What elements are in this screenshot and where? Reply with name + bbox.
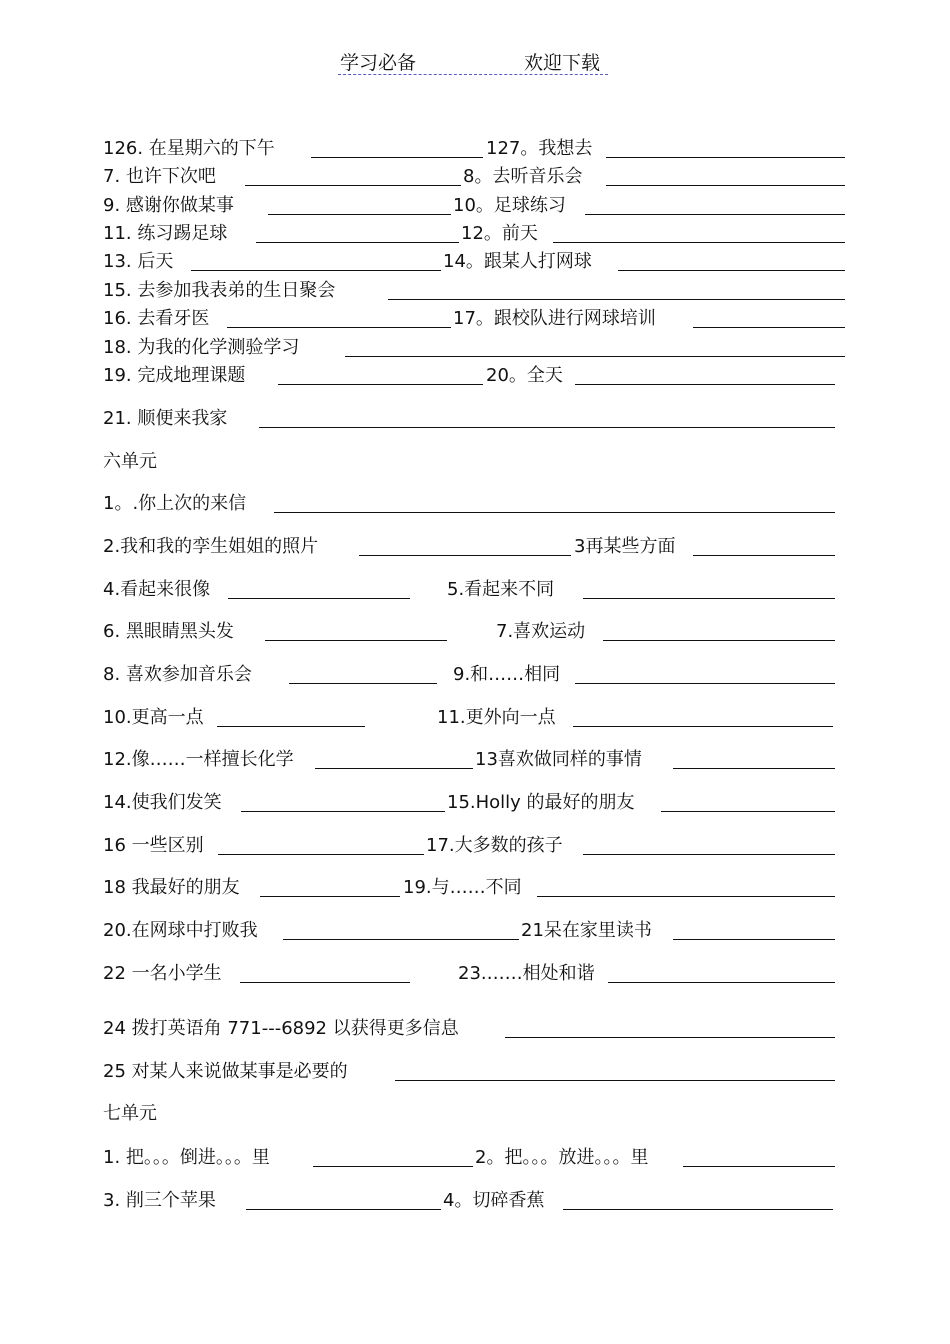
answer-blank[interactable] [583, 598, 835, 599]
list-item [103, 791, 848, 815]
item-label: 21呆在家里读书 [521, 920, 652, 941]
item-label: 17.大多数的孩子 [426, 835, 563, 856]
answer-blank[interactable] [313, 1166, 473, 1167]
answer-blank[interactable] [289, 683, 437, 684]
item-label: 9. 感谢你做某事 [103, 195, 234, 216]
answer-blank[interactable] [345, 356, 845, 357]
list-item [103, 364, 848, 388]
item-label: 19.与……不同 [403, 877, 522, 898]
answer-blank[interactable] [217, 726, 365, 727]
answer-blank[interactable] [583, 854, 835, 855]
answer-blank[interactable] [359, 555, 571, 556]
item-label: 24 拨打英语角 771---6892 以获得更多信息 [103, 1018, 459, 1039]
list-item [103, 336, 848, 360]
item-label: 8. 喜欢参加音乐会 [103, 664, 252, 685]
list-item [103, 1017, 848, 1041]
answer-blank[interactable] [618, 270, 845, 271]
item-label: 126. 在星期六的下午 [103, 138, 275, 159]
item-label: 10。足球练习 [453, 195, 566, 216]
list-item [103, 279, 848, 303]
header-right-text: 欢迎下载 [524, 52, 601, 74]
answer-blank[interactable] [283, 939, 519, 940]
answer-blank[interactable] [274, 512, 835, 513]
list-item [103, 307, 848, 331]
list-item [103, 663, 848, 687]
answer-blank[interactable] [268, 214, 451, 215]
item-label: 12。前天 [461, 223, 538, 244]
answer-blank[interactable] [278, 384, 483, 385]
item-label: 3. 削三个苹果 [103, 1190, 216, 1211]
item-label: 13. 后天 [103, 251, 174, 272]
item-label: 18. 为我的化学测验学习 [103, 337, 300, 358]
answer-blank[interactable] [259, 427, 835, 428]
answer-blank[interactable] [585, 214, 845, 215]
answer-blank[interactable] [218, 854, 424, 855]
list-item [103, 194, 848, 218]
list-item [103, 919, 848, 943]
answer-blank[interactable] [553, 242, 845, 243]
item-label: 10.更高一点 [103, 707, 204, 728]
list-item [103, 748, 848, 772]
list-item [103, 1060, 848, 1084]
list-item [103, 1146, 848, 1170]
list-item [103, 407, 848, 431]
answer-blank[interactable] [227, 327, 451, 328]
answer-blank[interactable] [388, 299, 845, 300]
item-label: 6. 黑眼睛黑头发 [103, 621, 234, 642]
answer-blank[interactable] [563, 1209, 833, 1210]
list-item [103, 137, 848, 161]
answer-blank[interactable] [256, 242, 459, 243]
answer-blank[interactable] [191, 270, 441, 271]
item-label: 23.……相处和谐 [458, 963, 595, 984]
item-label: 15.Holly 的最好的朋友 [447, 792, 635, 813]
item-label: 25 对某人来说做某事是必要的 [103, 1061, 348, 1082]
item-label: 1. 把。。。倒进。。。里 [103, 1147, 270, 1168]
list-item [103, 962, 848, 986]
item-label: 11.更外向一点 [437, 707, 556, 728]
item-label: 7.喜欢运动 [496, 621, 586, 642]
answer-blank[interactable] [265, 640, 447, 641]
answer-blank[interactable] [260, 896, 400, 897]
item-label: 3再某些方面 [574, 536, 676, 557]
answer-blank[interactable] [575, 384, 835, 385]
answer-blank[interactable] [315, 768, 473, 769]
page-header [338, 48, 608, 75]
answer-blank[interactable] [608, 982, 835, 983]
item-label: 5.看起来不同 [447, 579, 555, 600]
answer-blank[interactable] [693, 555, 835, 556]
item-label: 11. 练习踢足球 [103, 223, 228, 244]
item-label: 20.在网球中打败我 [103, 920, 258, 941]
answer-blank[interactable] [661, 811, 835, 812]
item-label: 17。跟校队进行网球培训 [453, 308, 656, 329]
item-label: 19. 完成地理课题 [103, 365, 246, 386]
answer-blank[interactable] [245, 185, 461, 186]
item-label: 2.我和我的孪生姐姐的照片 [103, 536, 319, 557]
list-item [103, 250, 848, 274]
list-item [103, 706, 848, 730]
answer-blank[interactable] [693, 327, 845, 328]
answer-blank[interactable] [673, 768, 835, 769]
answer-blank[interactable] [311, 157, 483, 158]
item-label: 16. 去看牙医 [103, 308, 210, 329]
answer-blank[interactable] [537, 896, 835, 897]
answer-blank[interactable] [505, 1037, 835, 1038]
item-label: 15. 去参加我表弟的生日聚会 [103, 280, 336, 301]
item-label: 13喜欢做同样的事情 [475, 749, 642, 770]
item-label: 22 一名小学生 [103, 963, 222, 984]
list-item [103, 876, 848, 900]
item-label: 14。跟某人打网球 [443, 251, 592, 272]
item-label: 7. 也许下次吧 [103, 166, 216, 187]
answer-blank[interactable] [240, 982, 410, 983]
list-item [103, 165, 848, 189]
answer-blank[interactable] [603, 640, 835, 641]
item-label: 14.使我们发笑 [103, 792, 222, 813]
list-item [103, 535, 848, 559]
list-item [103, 222, 848, 246]
section-title-unit7: 七单元 [103, 1103, 157, 1124]
item-label: 21. 顺便来我家 [103, 408, 228, 429]
list-item [103, 578, 848, 602]
item-label: 16 一些区别 [103, 835, 204, 856]
item-label: 1。.你上次的来信 [103, 493, 247, 514]
item-label: 20。全天 [486, 365, 563, 386]
answer-blank[interactable] [575, 683, 835, 684]
answer-blank[interactable] [573, 726, 833, 727]
list-item [103, 1189, 848, 1213]
item-label: 127。我想去 [486, 138, 593, 159]
answer-blank[interactable] [246, 1209, 441, 1210]
list-item [103, 492, 848, 516]
list-item [103, 834, 848, 858]
item-label: 9.和……相同 [453, 664, 561, 685]
answer-blank[interactable] [241, 811, 445, 812]
item-label: 8。去听音乐会 [463, 166, 583, 187]
item-label: 12.像……一样擅长化学 [103, 749, 294, 770]
answer-blank[interactable] [673, 939, 835, 940]
item-label: 2。把。。。放进。。。里 [475, 1147, 649, 1168]
item-label: 4。切碎香蕉 [443, 1190, 545, 1211]
answer-blank[interactable] [683, 1166, 835, 1167]
answer-blank[interactable] [395, 1080, 835, 1081]
item-label: 4.看起来很像 [103, 579, 211, 600]
answer-blank[interactable] [606, 157, 845, 158]
answer-blank[interactable] [606, 185, 845, 186]
answer-blank[interactable] [228, 598, 410, 599]
list-item [103, 620, 848, 644]
item-label: 18 我最好的朋友 [103, 877, 240, 898]
header-left-text: 学习必备 [340, 52, 417, 74]
section-title-unit6: 六单元 [103, 451, 157, 472]
